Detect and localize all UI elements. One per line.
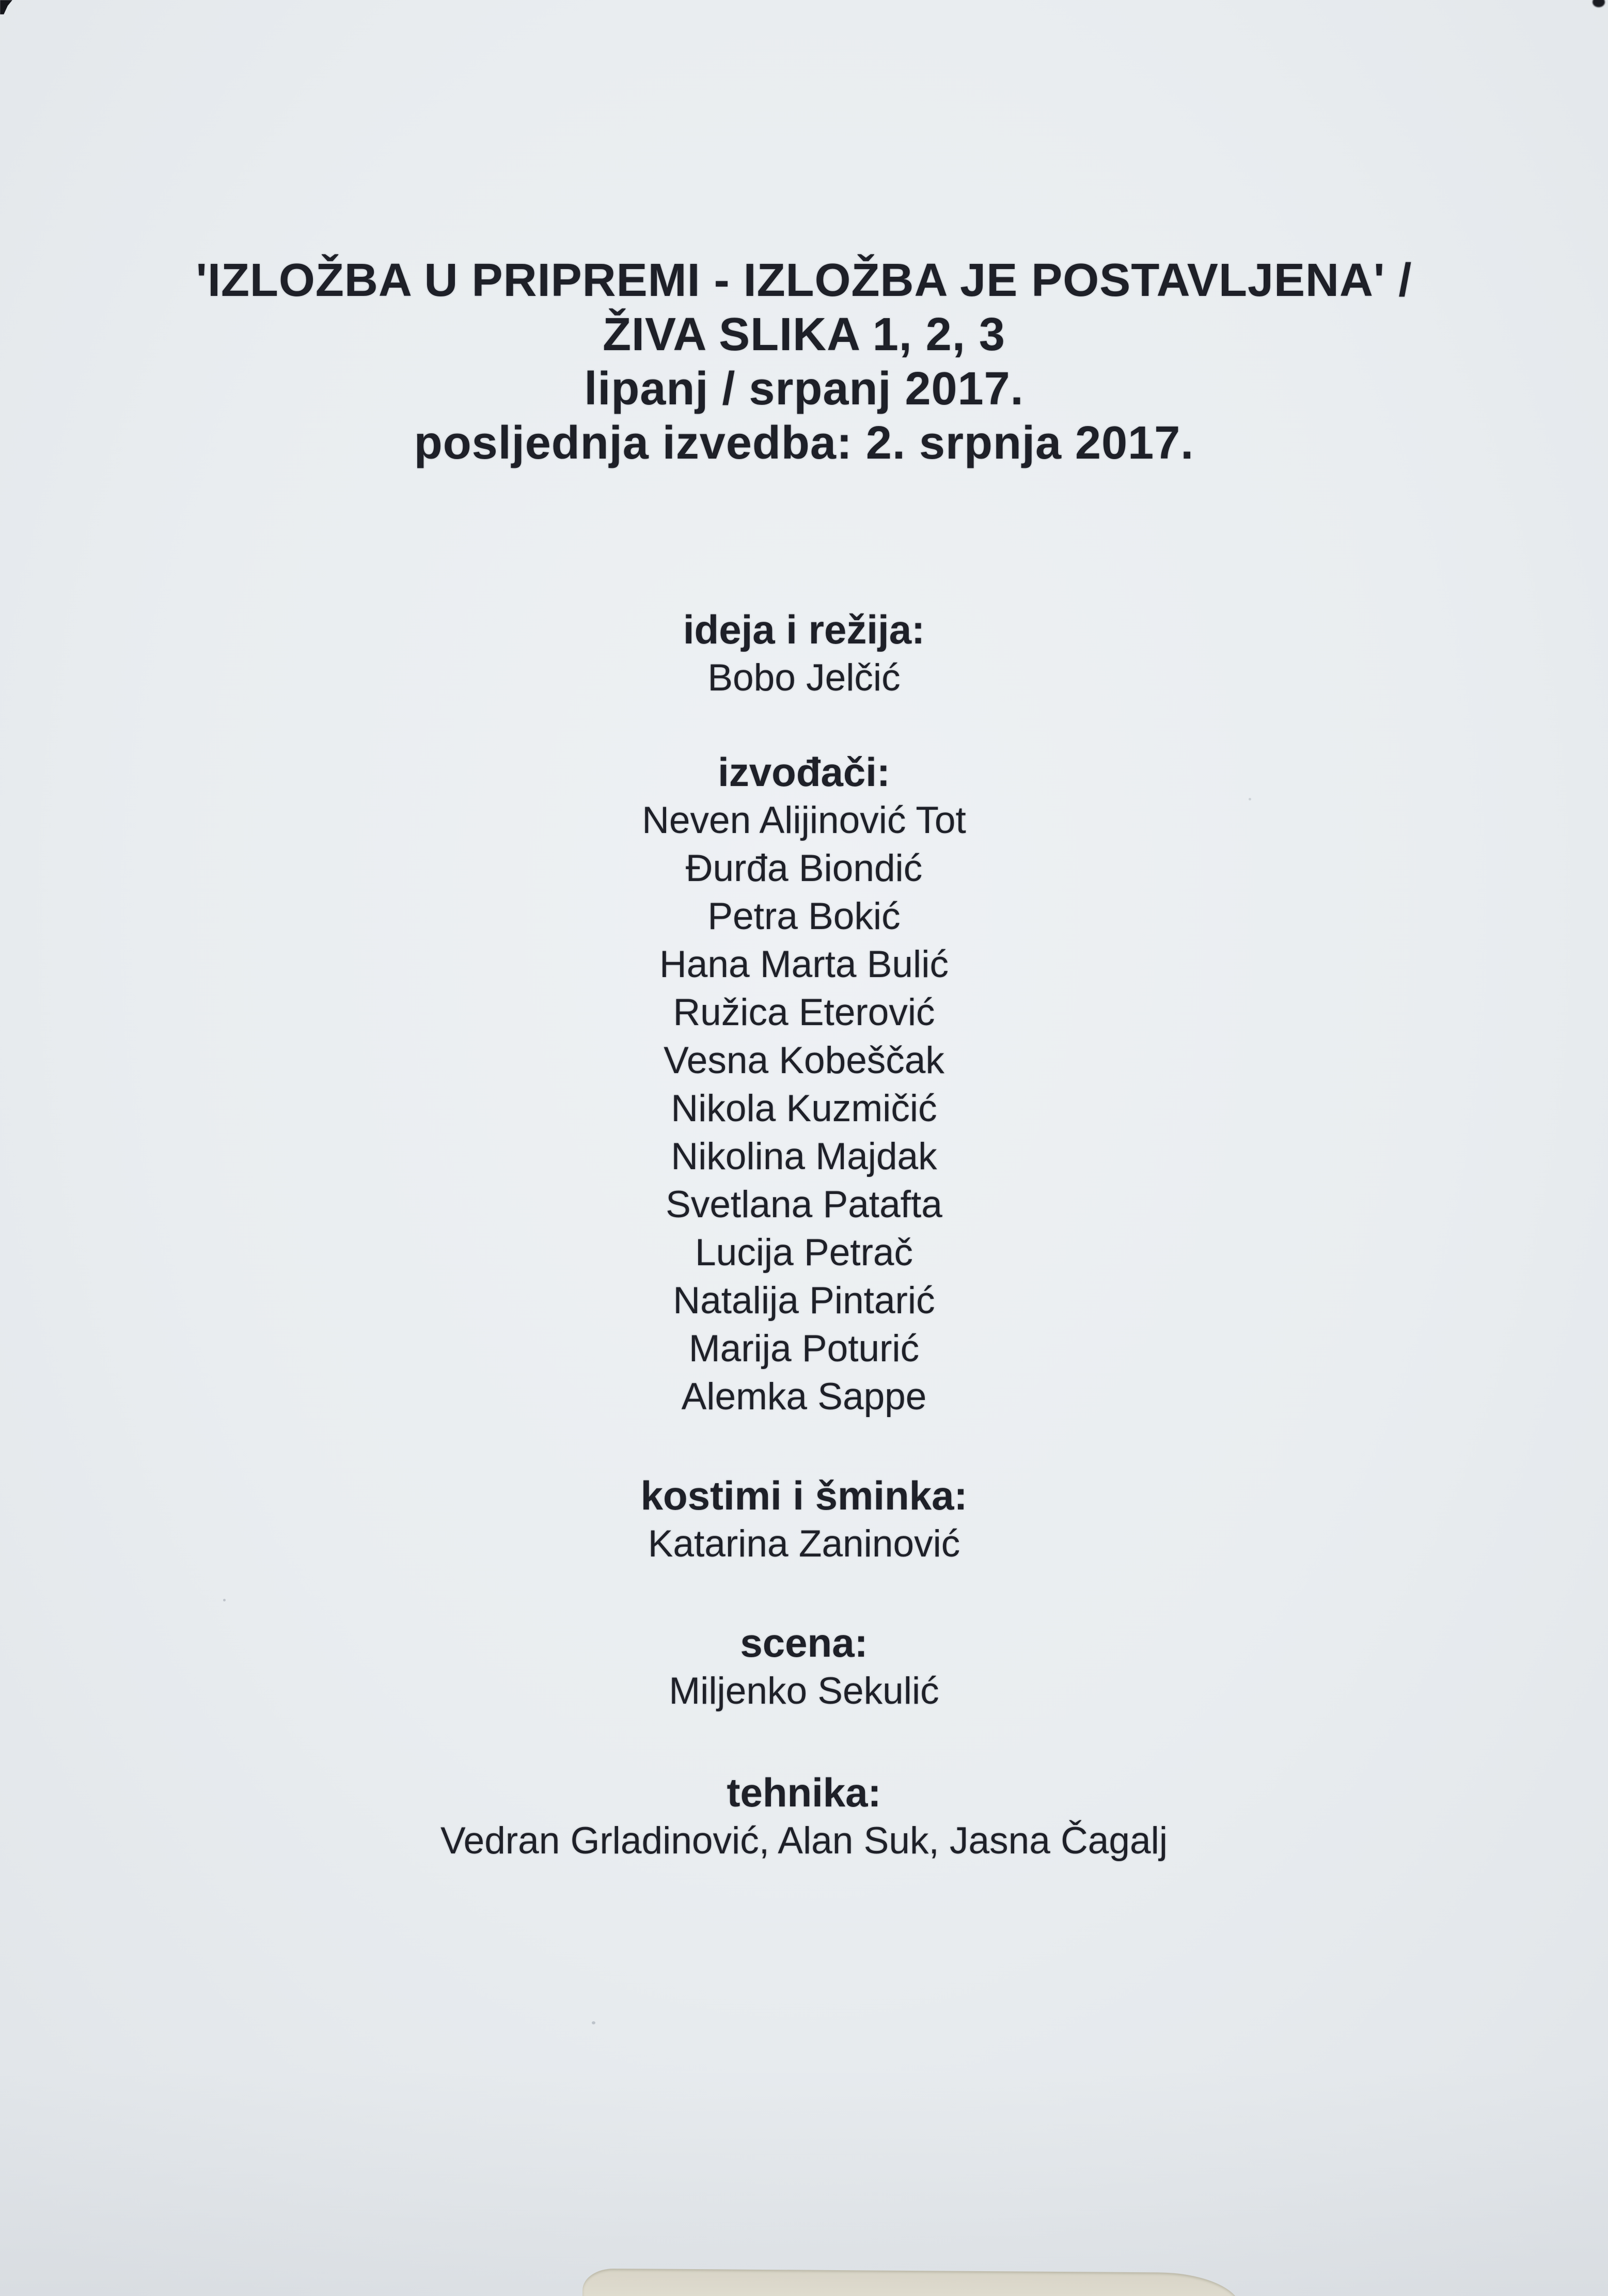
dust-speck	[592, 2021, 595, 2024]
credit-line: Vesna Kobeščak	[664, 1040, 944, 1081]
section-heading: kostimi i šminka:	[640, 1473, 968, 1518]
credit-line: Natalija Pintarić	[673, 1280, 935, 1322]
credit-section	[0, 606, 1608, 702]
title-line: posljednja izvedba: 2. srpnja 2017.	[414, 417, 1194, 469]
credit-section	[0, 1472, 1608, 1568]
credit-line: Neven Alijinović Tot	[642, 799, 966, 841]
credit-line: Miljenko Sekulić	[669, 1670, 939, 1712]
credit-line: Marija Poturić	[688, 1328, 920, 1370]
credit-line: Lucija Petrač	[695, 1232, 913, 1273]
title-line: 'IZLOŽBA U PRIPREMI - IZLOŽBA JE POSTAVLJENA' /	[196, 255, 1412, 306]
section-heading: ideja i režija:	[683, 607, 925, 652]
credit-section	[0, 1619, 1608, 1715]
credit-line: Svetlana Patafta	[666, 1184, 942, 1225]
credit-line: Bobo Jelčić	[707, 657, 901, 699]
title-line: lipanj / srpanj 2017.	[584, 363, 1024, 415]
credit-line: Hana Marta Bulić	[659, 943, 949, 985]
credit-line: Alemka Sappe	[681, 1376, 927, 1418]
scan-artifact-corner-top-left	[0, 0, 12, 14]
document-title-block	[0, 254, 1608, 470]
credit-section	[0, 748, 1608, 1421]
credit-line: Đurđa Biondić	[685, 847, 923, 889]
scan-artifact-bottom-paper-edge	[582, 2269, 1241, 2296]
credit-line: Katarina Zaninović	[648, 1523, 960, 1565]
title-line: ŽIVA SLIKA 1, 2, 3	[603, 309, 1005, 360]
credit-line: Nikolina Majdak	[671, 1136, 937, 1177]
section-heading: izvođači:	[718, 749, 890, 795]
credit-section	[0, 1769, 1608, 1865]
dust-speck	[223, 1599, 226, 1601]
section-heading: tehnika:	[727, 1770, 881, 1815]
credit-line: Vedran Grladinović, Alan Suk, Jasna Čagalj	[440, 1820, 1168, 1862]
scan-artifact-dot-top-right	[1593, 0, 1605, 7]
section-heading: scena:	[740, 1620, 868, 1665]
credit-line: Ružica Eterović	[673, 992, 935, 1033]
credit-line: Nikola Kuzmičić	[671, 1088, 937, 1129]
credit-line: Petra Bokić	[707, 895, 901, 937]
